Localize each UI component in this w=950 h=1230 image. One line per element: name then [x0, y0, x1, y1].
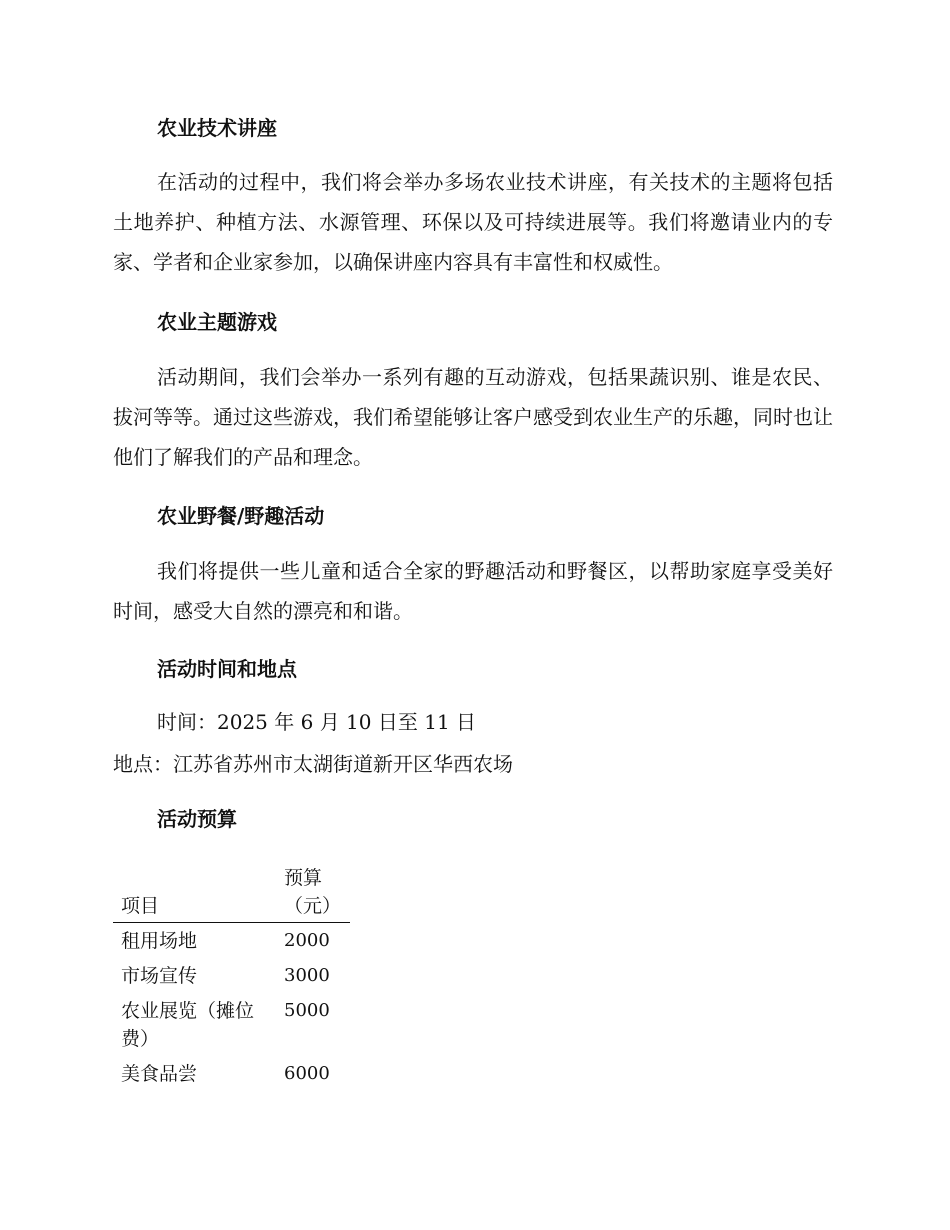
heading-picnic: 农业野餐/野趣活动 — [157, 504, 325, 528]
cell-item: 农业展览（摊位费） — [121, 1000, 255, 1050]
table-row — [113, 1056, 350, 1091]
cell-item: 市场宣传 — [121, 965, 198, 987]
cell-item: 租用场地 — [121, 930, 198, 952]
heading-budget: 活动预算 — [157, 807, 237, 831]
paragraph-lecture: 在活动的过程中，我们将会举办多场农业技术讲座，有关技术的主题将包括土地养护、种植方法、水源管理、环保以及可持续进展等。我们将邀请业内的专家、学者和企业家参加，以确保讲座内容具有丰富性和权威性。 — [113, 170, 833, 274]
cell-amount: 6000 — [284, 1063, 330, 1084]
heading-time-place: 活动时间和地点 — [157, 657, 297, 681]
cell-amount: 5000 — [284, 1000, 330, 1021]
event-place: 地点：江苏省苏州市太湖街道新开区华西农场 — [113, 752, 513, 776]
cell-item: 美食品尝 — [121, 1063, 198, 1085]
column-header-item: 项目 — [113, 864, 276, 923]
column-header-budget: 预算（元） — [276, 864, 350, 923]
heading-games: 农业主题游戏 — [157, 310, 277, 334]
heading-lecture: 农业技术讲座 — [157, 116, 277, 140]
budget-table-header — [113, 864, 350, 923]
table-row — [113, 993, 350, 1056]
paragraph-games: 活动期间，我们会举办一系列有趣的互动游戏，包括果蔬识别、谁是农民、拔河等等。通过这些游戏，我们希望能够让客户感受到农业生产的乐趣，同时也让他们了解我们的产品和理念。 — [113, 365, 833, 469]
cell-amount: 3000 — [284, 965, 330, 986]
table-row — [113, 958, 350, 993]
budget-table — [113, 864, 350, 1091]
paragraph-picnic: 我们将提供一些儿童和适合全家的野趣活动和野餐区，以帮助家庭享受美好时间，感受大自然的漂亮和和谐。 — [113, 559, 833, 623]
event-time: 时间：2025 年 6 月 10 日至 11 日 — [157, 710, 477, 734]
table-row — [113, 923, 350, 959]
cell-amount: 2000 — [284, 930, 330, 951]
